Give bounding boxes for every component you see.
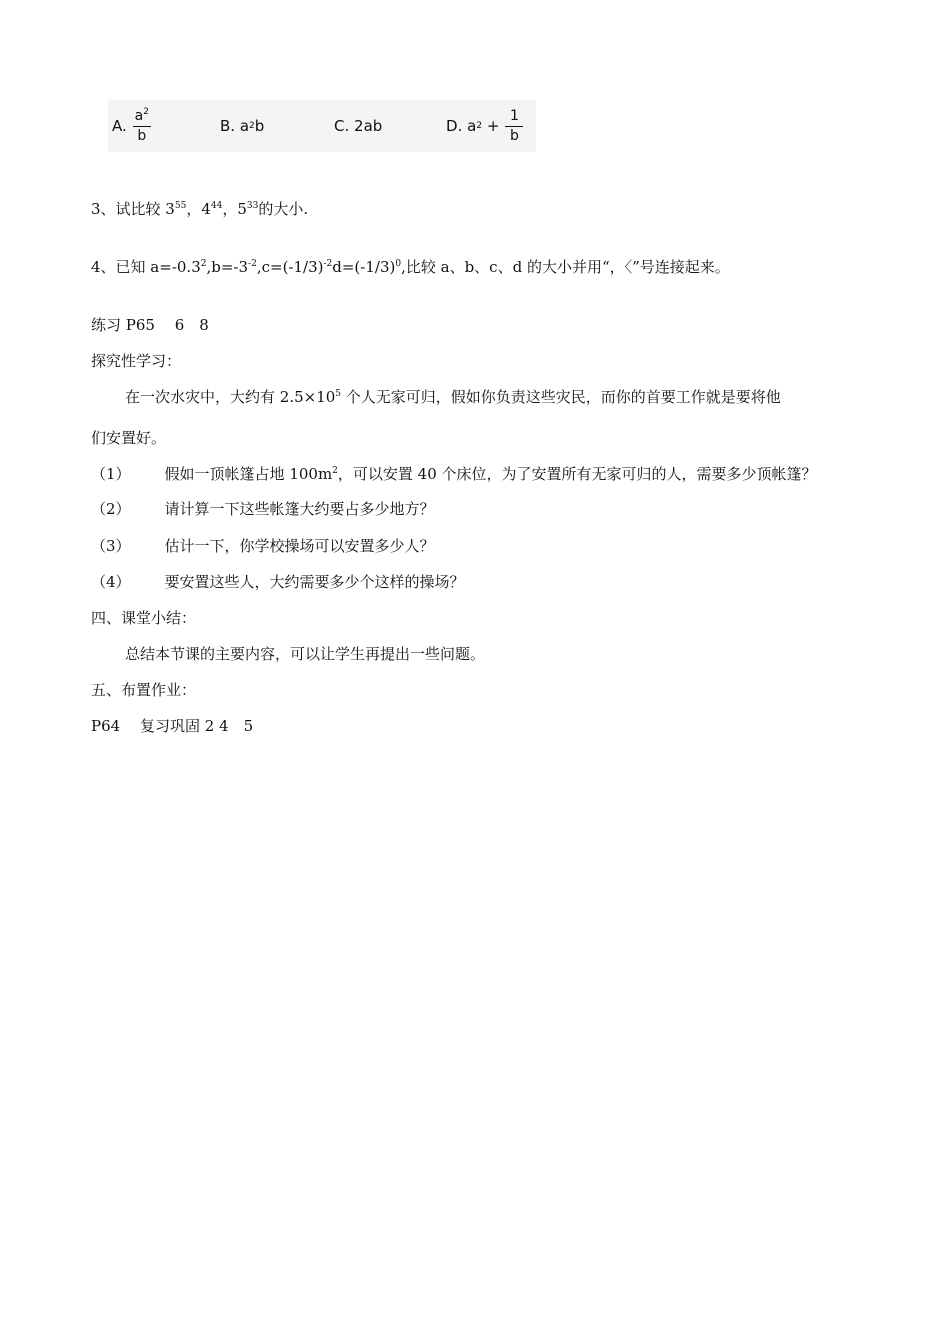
practice-line: 练习 P65 6 8 [91,316,209,334]
explore-heading: 探究性学习： [91,352,182,370]
answer-options [108,100,536,152]
option-b: B. a 2 b [220,117,265,135]
section-4-text: 总结本节课的主要内容，可以让学生再提出一些问题。 [125,645,486,663]
option-d: D. a 2 + $\frac{1}{b}$ [446,100,523,152]
fraction-a: $\frac{a^2}{b}$ [134,106,149,144]
option-a: A. $\frac{a^2}{b}$ [112,106,149,144]
option-c: C. 2ab [334,117,383,135]
homework-line: P64 复习巩固 2 4 5 [91,717,254,735]
list-item-1: （1） 假如一顶帐篷占地 $100m^2$，可以安置 40 个床位，为了安置所有无家可归的人，需要多少顶帐篷？ [91,465,817,483]
section-5-heading: 五、布置作业： [91,681,197,699]
question-4: 4、已知 $a=-0.3^2,b=-3^{-2},c=(-1/3)^{-2}d=(-1/3)^0$,比较 a、b、c、d 的大小并用“，〈”号连接起来。 [91,258,730,276]
section-4-heading: 四、课堂小结： [91,609,197,627]
list-item-3: （3） 估计一下，你学校操场可以安置多少人？ [91,537,435,555]
explore-paragraph-line-2: 们安置好。 [91,429,167,447]
list-item-2: （2） 请计算一下这些帐篷大约要占多少地方？ [91,500,435,518]
explore-paragraph-line-1: 在一次水灾中，大约有 $2.5\times 10^5$ 个人无家可归，假如你负责这些灾民，而你的首要工作就是要将他 [125,388,781,406]
question-3: 3、试比较 $3^{55}$，$4^{44}$，$5^{33}$的大小. [91,200,309,218]
list-item-4: （4） 要安置这些人，大约需要多少个这样的操场？ [91,573,465,591]
fraction-d: $\frac{1}{b}$ [505,108,523,145]
